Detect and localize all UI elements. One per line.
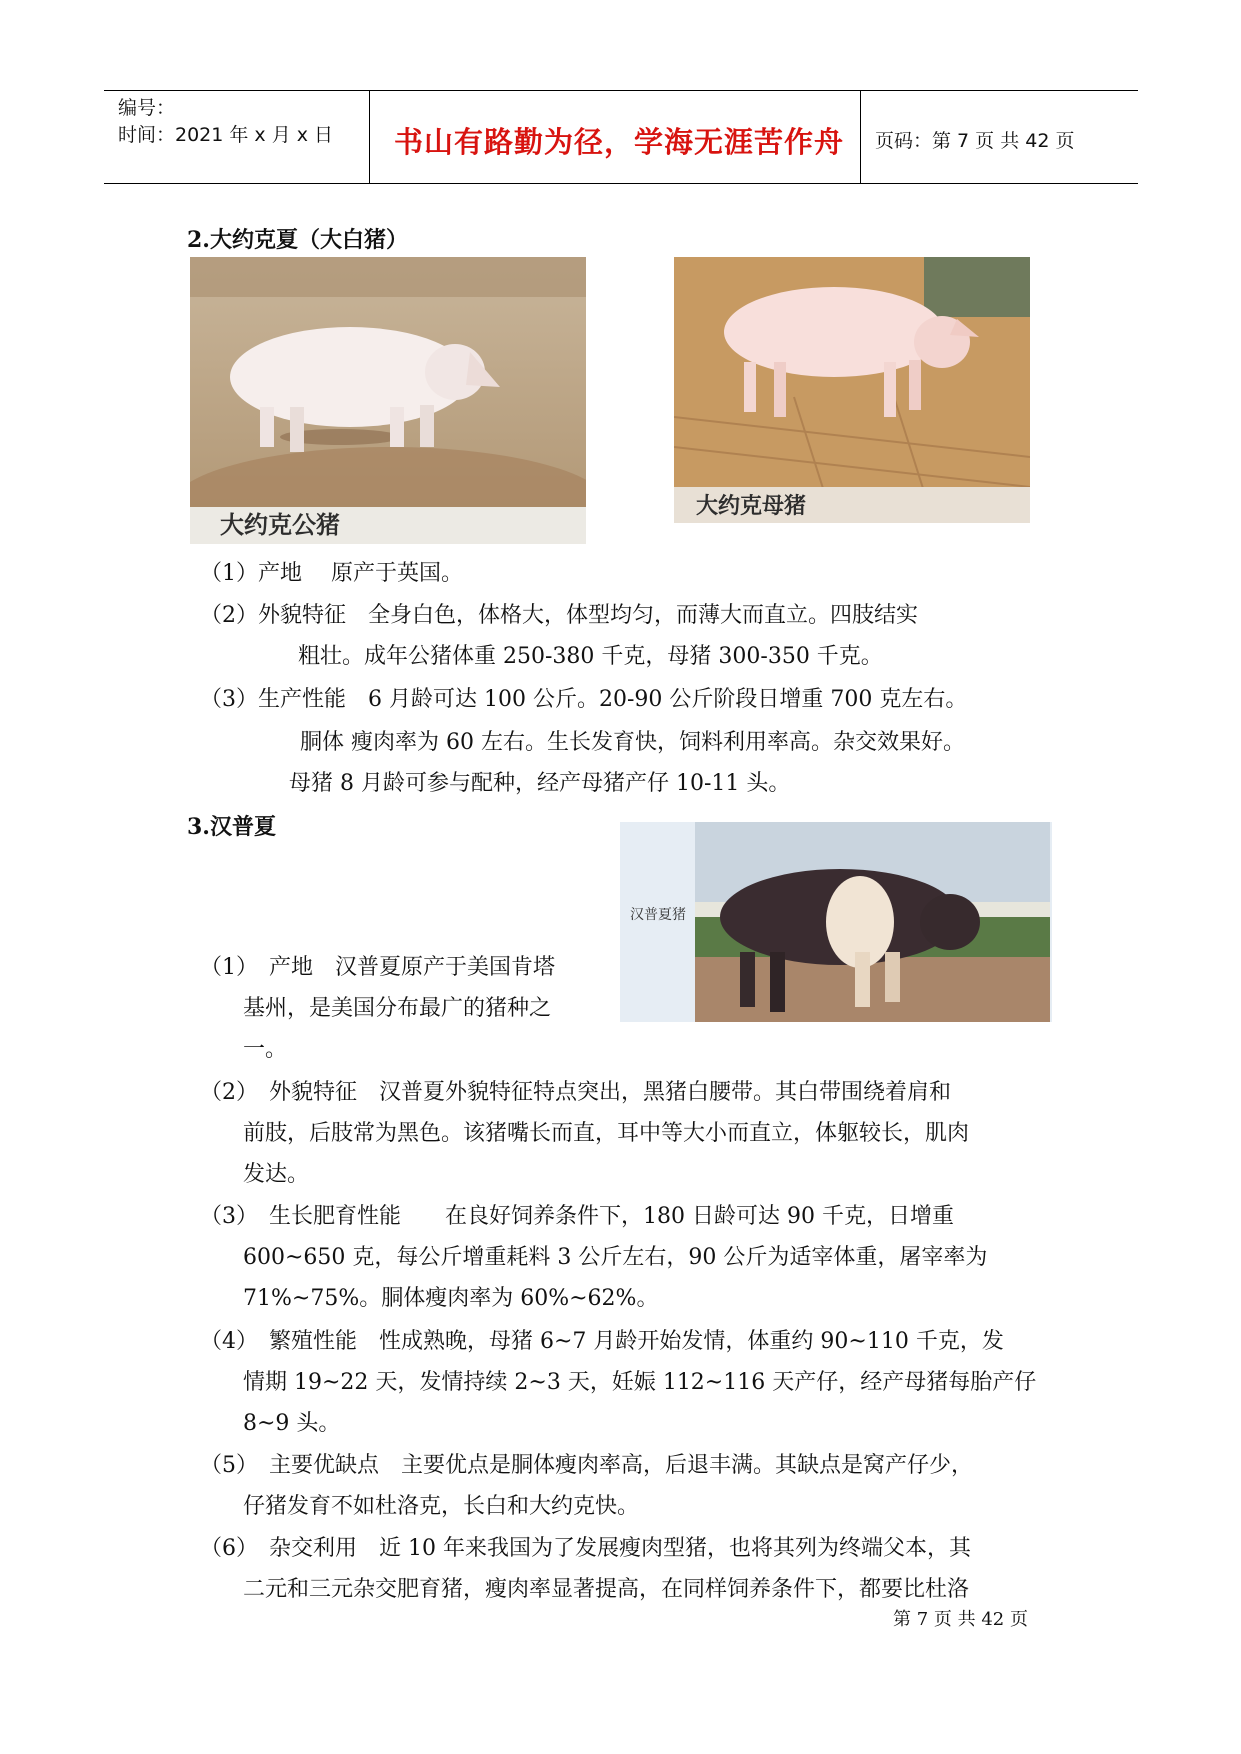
section3-line-2: 基州，是美国分布最广的猪种之 [243,996,552,1021]
section3-line-11: 情期 19~22 天，发情持续 2~3 天，妊娠 112~116 天产仔，经产母猪每胎产仔 [243,1370,1037,1395]
header-divider-right [860,90,861,183]
section3-line-13: （5） 主要优缺点 主要优点是胴体瘦肉率高，后退丰满。其缺点是窝产仔少， [200,1453,973,1478]
section3-line-4: （2） 外貌特征 汉普夏外貌特征特点突出，黑猪白腰带。其白带围绕着肩和 [200,1080,951,1105]
hampshire-caption: 汉普夏猪 [630,907,686,923]
section3-line-9: 71%~75%。胴体瘦肉率为 60%~62%。 [243,1286,659,1311]
header-motto: 书山有路勤为径，学海无涯苦作舟 [394,125,845,159]
section2-line-1: （1）产地 原产于英国。 [200,561,463,586]
section3-line-6: 发达。 [243,1162,310,1187]
large-white-boar-photo [190,257,586,544]
section3-line-1: （1） 产地 汉普夏原产于美国肯塔 [200,955,555,980]
section3-line-7: （3） 生长肥育性能 在良好饲养条件下，180 日龄可达 90 千克，日增重 [200,1204,954,1229]
section2-line-3: 粗壮。成年公猪体重 250-380 千克，母猪 300-350 千克。 [298,644,883,669]
hampshire-photo [620,822,1052,1022]
section3-line-3: 一。 [243,1037,288,1062]
section3-line-8: 600~650 克，每公斤增重耗料 3 公斤左右，90 公斤为适宰体重，屠宰率为 [243,1245,988,1270]
header-top-rule [104,90,1138,91]
large-white-sow-caption: 大约克母猪 [696,494,807,519]
header-page-number: 页码：第 7 页 共 42 页 [875,130,1075,152]
header-time: 时间：2021 年 x 月 x 日 [118,124,334,146]
large-white-boar-caption: 大约克公猪 [220,511,340,539]
header-serial: 编号： [118,97,176,119]
section3-line-12: 8~9 头。 [243,1411,341,1436]
section2-line-5: 胴体 瘦肉率为 60 左右。生长发育快，饲料利用率高。杂交效果好。 [300,730,965,755]
header-bottom-rule [104,183,1138,184]
section3-line-5: 前肢，后肢常为黑色。该猪嘴长而直，耳中等大小而直立，体躯较长，肌肉 [243,1121,970,1146]
section2-line-4: （3）生产性能 6 月龄可达 100 公斤。20-90 公斤阶段日增重 700 克左右。 [200,687,968,712]
section2-title: 2.大约克夏（大白猪） [187,227,408,253]
footer-page-number: 第 7 页 共 42 页 [893,1609,1028,1630]
section3-title: 3.汉普夏 [187,814,276,840]
large-white-sow-photo [674,257,1030,523]
section3-line-14: 仔猪发育不如杜洛克，长白和大约克快。 [243,1494,640,1519]
section2-line-2: （2）外貌特征 全身白色，体格大，体型均匀，而薄大而直立。四肢结实 [200,603,918,628]
section3-line-15: （6） 杂交利用 近 10 年来我国为了发展瘦肉型猪，也将其列为终端父本，其 [200,1536,971,1561]
header-divider-left [369,90,370,183]
section3-line-16: 二元和三元杂交肥育猪，瘦肉率显著提高，在同样饲养条件下，都要比杜洛 [243,1577,970,1602]
section2-line-6: 母猪 8 月龄可参与配种，经产母猪产仔 10-11 头。 [289,771,791,796]
section3-line-10: （4） 繁殖性能 性成熟晚，母猪 6~7 月龄开始发情，体重约 90~110 千克，发 [200,1329,1004,1354]
